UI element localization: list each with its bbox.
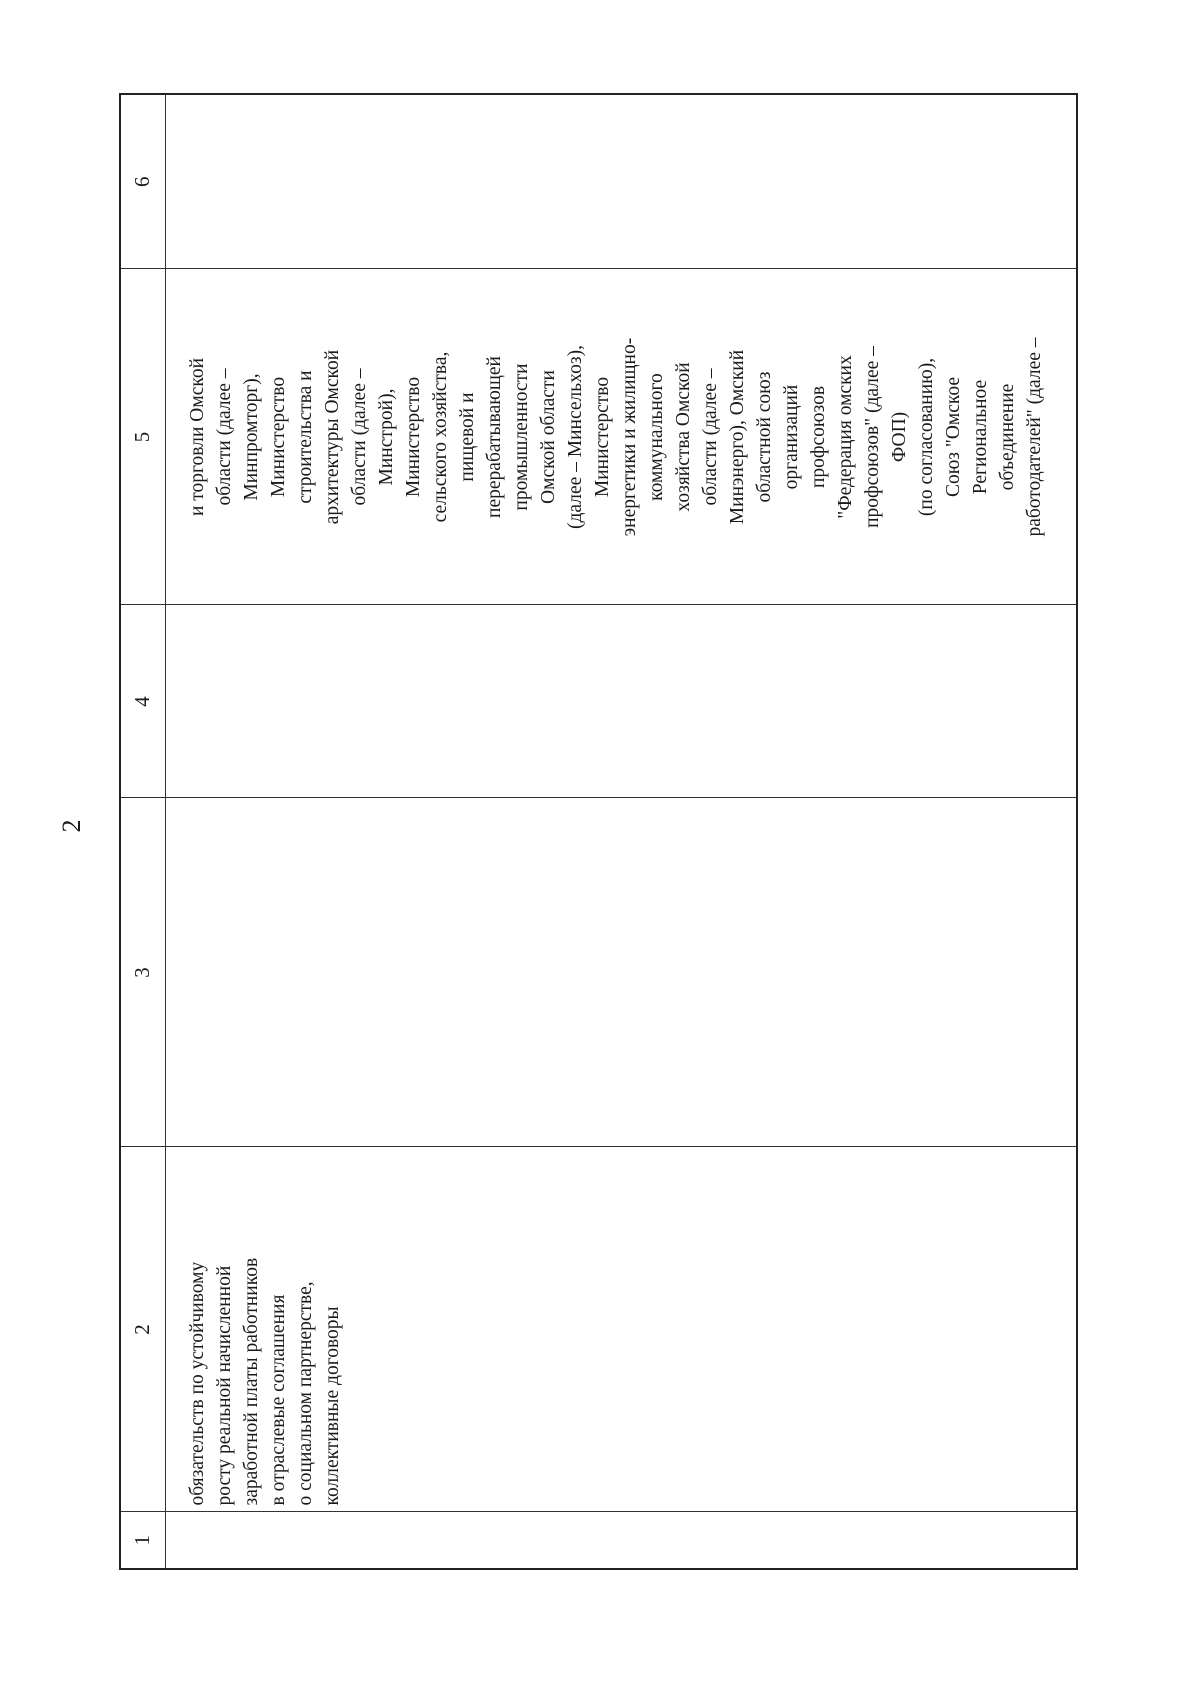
measure-text-line: росту реальной начисленной [213,1265,235,1506]
executor-text-line: работодателей" (далее – [1023,337,1045,537]
executor-text-line: пищевой и [456,392,478,482]
executor-text-line: хозяйства Омской [672,362,694,512]
executor-text-line: Минэнерго), Омский [726,349,748,525]
cell-col4 [165,605,1077,798]
executor-text-line: организаций [780,384,802,490]
executor-text-line: профсоюзов [807,385,829,489]
executor-text-line: промышленности [510,363,532,511]
executor-text-line: области (далее – [213,368,235,506]
cell-col6 [165,94,1077,269]
page-number: 2 [57,819,86,833]
executor-text-line: объединение [996,383,1018,491]
cell-col3 [165,798,1077,1147]
executor-text-line: перерабатывающей [483,356,505,518]
executor-text-line: (по согласованию), [915,357,937,517]
column-number-1: 1 [120,1512,165,1569]
executor-text-line: областной союз [753,371,775,503]
executor-text-line: области (далее – [699,368,721,506]
executor-text-line: профсоюзов" (далее – [861,346,883,528]
column-number-5: 5 [120,269,165,605]
column-number-2: 2 [120,1147,165,1512]
executor-text-line: Минстрой), [375,388,397,486]
measure-text-line: о социальном партнерстве, [294,1281,316,1506]
measure-text-line: коллективные договоры [321,1306,343,1506]
executor-text-line: сельского хозяйства, [429,351,451,523]
cell-col1 [165,1512,1077,1569]
executor-text-line: Региональное [969,379,991,495]
column-number-row [120,94,165,1569]
measure-text-line: обязательств по устойчивому [186,1261,208,1506]
executor-text-line: и торговли Омской [186,357,208,517]
executor-text-line: Министерство [402,376,424,498]
table-row [165,94,1077,1569]
measure-text-line: в отраслевые соглашения [267,1294,289,1506]
measure-text-line: заработной платы работников [240,1257,262,1506]
column-number-3: 3 [120,798,165,1147]
executor-text-line: строительства и [294,370,316,504]
executor-text-line: области (далее – [348,368,370,506]
cell-col5-executors [165,269,1077,605]
executor-text-line: ФОП) [888,411,910,463]
rotated-table-container [119,95,1078,1570]
executor-text-line: архитектуры Омской [321,349,343,525]
column-number-4: 4 [120,605,165,798]
executor-text-line: Министерство [591,376,613,498]
executor-text-line: Омской области [537,370,559,504]
executor-text-line: Минпромторг), [240,373,262,501]
measures-table [119,93,1078,1570]
executor-text-line: энергетики и жилищно- [618,337,640,537]
executor-text-line: (далее – Минсельхоз), [564,345,586,529]
cell-col2-measure [165,1147,1077,1512]
executor-text-line: коммунального [645,373,667,501]
executor-text-line: "Федерация омских [834,355,856,519]
executor-text-line: Союз "Омское [942,376,964,498]
column-number-6: 6 [120,94,165,269]
executor-text-line: Министерство [267,376,289,498]
